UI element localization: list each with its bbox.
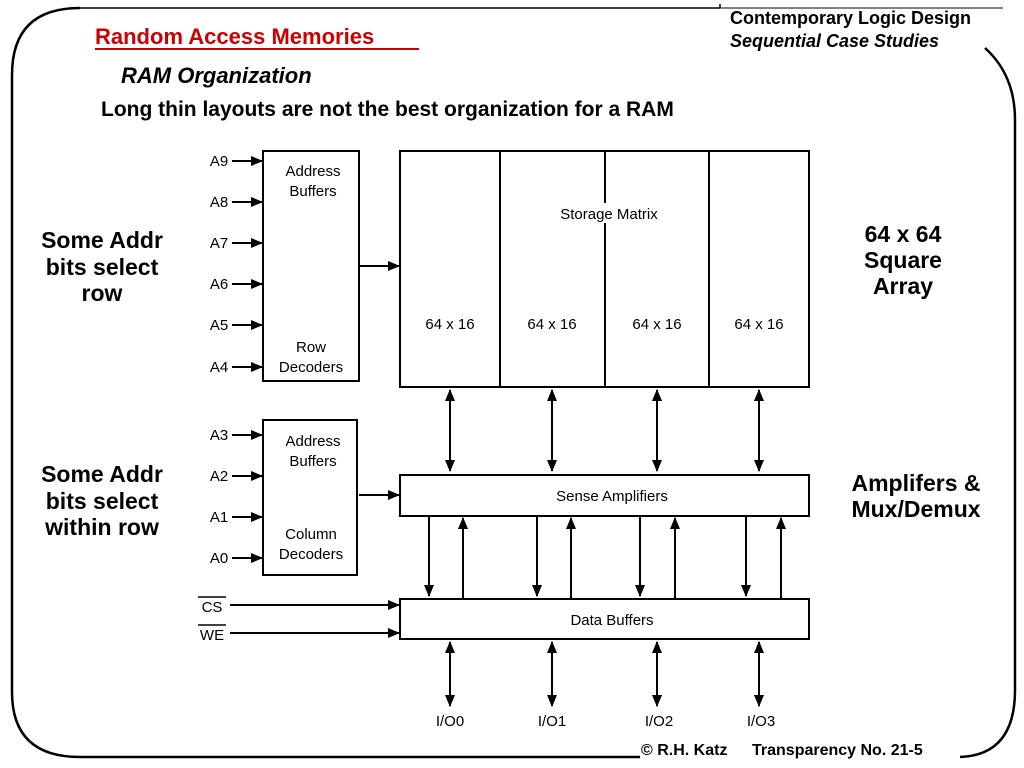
pin-label-a9: A9: [209, 153, 229, 170]
annotation-col-line2: bits select: [45, 488, 159, 514]
annotation-row-line1: Some Addr: [41, 227, 163, 253]
pin-label-cs: CS: [201, 599, 223, 616]
col-block-line4: Decoders: [278, 546, 344, 563]
sub-array-3: 64 x 16: [632, 316, 682, 333]
pin-label-a0: A0: [209, 550, 229, 567]
row-block-line3: Row: [295, 339, 327, 356]
pin-label-a7: A7: [209, 235, 229, 252]
io-links: [450, 642, 759, 706]
course-title: Contemporary Logic Design: [730, 8, 972, 28]
sub-array-4: 64 x 16: [734, 316, 784, 333]
col-block-line2: Buffers: [289, 453, 337, 470]
row-decoder-block: [263, 151, 359, 381]
footer-page: Transparency No. 21-5: [752, 742, 923, 759]
row-block-line2: Buffers: [289, 183, 337, 200]
annotation-square-array: [864, 221, 942, 299]
pin-label-a1: A1: [209, 509, 229, 526]
col-block-line3: Column: [285, 526, 337, 543]
col-decoder-block: [263, 420, 357, 575]
sub-array-1: 64 x 16: [425, 316, 475, 333]
annotation-col-select: [41, 461, 163, 540]
pin-label-a6: A6: [209, 276, 229, 293]
footer-author: © R.H. Katz: [641, 742, 728, 759]
annotation-col-line1: Some Addr: [41, 461, 163, 487]
control-pins: [198, 597, 399, 644]
row-block-line1: Address: [285, 163, 341, 180]
col-address-pins: [210, 427, 262, 567]
annotation-amp-line1: Amplifers &: [851, 470, 981, 496]
annotation-array-line3: Array: [872, 273, 934, 299]
pin-label-a5: A5: [209, 317, 229, 334]
pin-label-a3: A3: [209, 427, 229, 444]
io-label-0: I/O0: [435, 713, 465, 730]
storage-matrix-title: Storage Matrix: [560, 206, 658, 223]
row-block-line4: Decoders: [278, 359, 344, 376]
sub-array-2: 64 x 16: [527, 316, 577, 333]
sense-buffer-links: [429, 516, 781, 598]
matrix-sense-links: [450, 390, 759, 471]
row-address-pins: [210, 153, 262, 376]
pin-label-a4: A4: [209, 359, 229, 376]
annotation-col-line3: within row: [45, 514, 159, 540]
io-label-2: I/O2: [644, 713, 674, 730]
course-subtitle: Sequential Case Studies: [730, 31, 940, 51]
slide-title: Random Access Memories: [95, 24, 375, 49]
col-block-line1: Address: [285, 433, 341, 450]
annotation-row-line3: row: [81, 280, 123, 306]
sense-amplifiers-label: Sense Amplifiers: [556, 488, 668, 505]
pin-label-a8: A8: [209, 194, 229, 211]
annotation-amp-line2: Mux/Demux: [851, 496, 981, 522]
pin-label-a2: A2: [209, 468, 229, 485]
data-buffers-label: Data Buffers: [570, 612, 654, 629]
annotation-amplifiers: [851, 470, 980, 522]
storage-matrix: [400, 151, 809, 387]
annotation-row-select: [41, 227, 163, 306]
pin-label-we: WE: [199, 627, 225, 644]
annotation-array-line1: 64 x 64: [864, 221, 942, 247]
headline: Long thin layouts are not the best organization for a RAM: [101, 98, 674, 121]
io-label-3: I/O3: [746, 713, 776, 730]
section-title: RAM Organization: [121, 63, 312, 88]
annotation-array-line2: Square: [864, 247, 942, 273]
annotation-row-line2: bits select: [45, 254, 159, 280]
io-label-1: I/O1: [537, 713, 567, 730]
